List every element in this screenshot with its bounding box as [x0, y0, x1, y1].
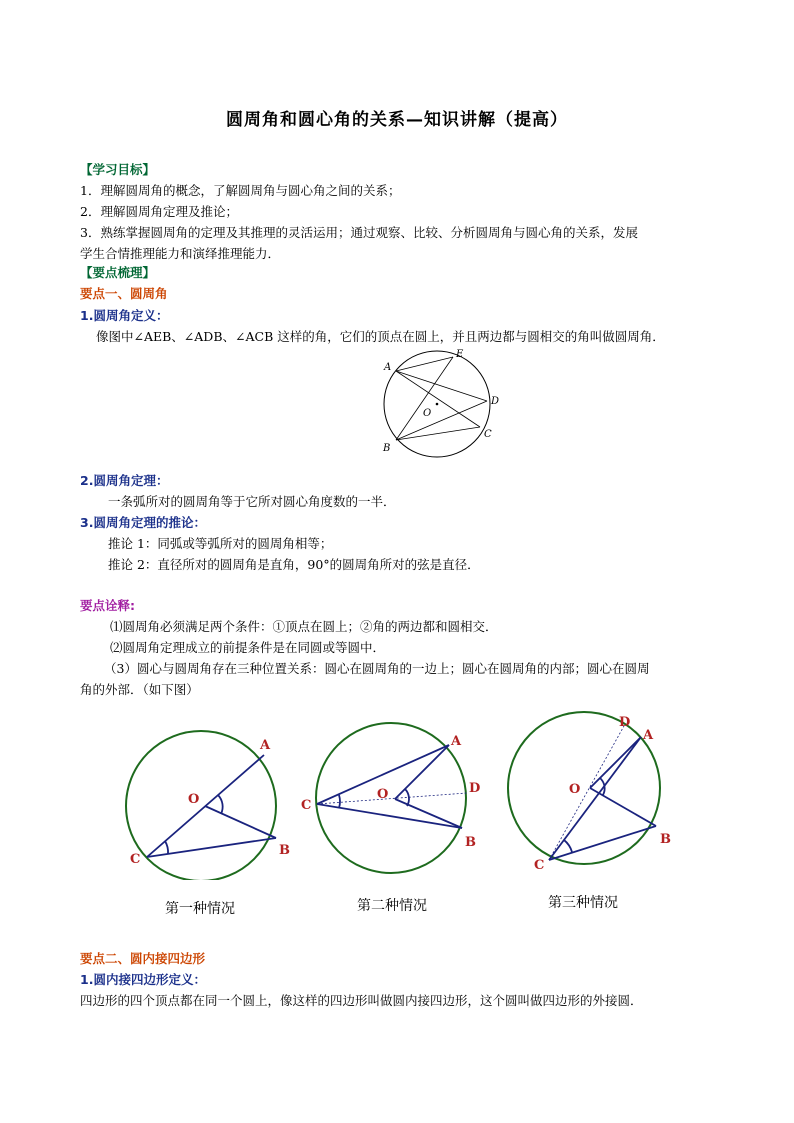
- case3-label-o: O: [569, 782, 581, 797]
- case1-radius-ob: [205, 806, 276, 838]
- section2-definition-text: 四边形的四个顶点都在同一个圆上，像这样的四边形叫做圆内接四边形，这个圆叫做四边形的外接圆．: [80, 993, 643, 1008]
- note-item: （3）圆心与圆周角存在三种位置关系：圆心在圆周角的一边上；圆心在圆周角的内部；圆心在圆周: [104, 661, 650, 676]
- case2-circle: [316, 723, 466, 873]
- label-a: A: [384, 362, 392, 373]
- case2-label-o: O: [377, 787, 389, 802]
- case2-radius-oa: [395, 745, 449, 799]
- case3-inscribed-arc: [564, 840, 572, 852]
- points-heading: 【要点梳理】: [80, 265, 156, 280]
- page-title: 圆周角和圆心角的关系—知识讲解（提高）: [226, 110, 568, 130]
- case3-radius-ob: [590, 788, 656, 826]
- caption-case3: 第三种情况: [548, 895, 618, 911]
- notes-heading: 要点诠释:: [80, 598, 135, 613]
- caption-case2: 第二种情况: [357, 898, 427, 914]
- case1-label-o: O: [188, 792, 200, 807]
- case1-label-c: C: [130, 852, 141, 867]
- goal-item: 3．熟练掌握圆周角的定理及其推理的灵活运用；通过观察、比较、分析圆周角与圆心角的关系，发展: [80, 225, 638, 240]
- label-e: E: [456, 349, 464, 360]
- theorem-text: 一条弧所对的圆周角等于它所对圆心角度数的一半．: [108, 494, 396, 509]
- case1-central-arc: [218, 795, 223, 814]
- case1-inscribed-arc: [165, 841, 168, 854]
- case3-central-arc: [600, 778, 605, 795]
- label-d: D: [491, 396, 500, 407]
- section2-definition-label: 1.圆内接四边形定义：: [80, 972, 206, 987]
- caption-case1: 第一种情况: [165, 901, 235, 917]
- label-b: B: [383, 443, 391, 454]
- case2-label-b: B: [465, 835, 476, 850]
- corollary-label: 3.圆周角定理的推论：: [80, 515, 206, 530]
- corollary-1: 推论 1：同弧或等弧所对的圆周角相等；: [108, 536, 333, 551]
- goals-heading: 【学习目标】: [80, 162, 156, 177]
- chord-bc: [396, 427, 480, 440]
- corollary-2: 推论 2：直径所对的圆周角是直角，90°的圆周角所对的弦是直径．: [108, 557, 480, 572]
- case3-label-a: A: [643, 728, 654, 743]
- case2-label-c: C: [301, 798, 312, 813]
- case3-label-b: B: [660, 832, 671, 847]
- case2-label-d: D: [469, 781, 481, 796]
- note-item: 角的外部．（如下图）: [80, 682, 199, 697]
- inscribed-angles-figure: [376, 346, 506, 458]
- three-cases-figure: [115, 708, 685, 880]
- label-c: C: [484, 429, 492, 440]
- case3-label-c: C: [534, 858, 545, 873]
- theorem-label: 2.圆周角定理：: [80, 473, 169, 488]
- case3-circle: [508, 712, 660, 864]
- definition-text: 像图中∠AEB、∠ADB、∠ACB 这样的角，它们的顶点在圆上，并且两边都与圆相交的角叫做圆周角．: [96, 329, 665, 344]
- case3-label-d: D: [619, 715, 631, 730]
- case1-label-a: A: [260, 738, 271, 753]
- goal-item: 2．理解圆周角定理及推论；: [80, 204, 238, 219]
- definition-label: 1.圆周角定义：: [80, 308, 169, 323]
- case3-radius-oa: [590, 737, 641, 788]
- note-item: ⑵圆周角定理成立的前提条件是在同圆或等圆中．: [110, 640, 386, 655]
- goal-item: 学生合情推理能力和演绎推理能力．: [80, 246, 281, 261]
- chord-ad: [396, 371, 487, 401]
- case2-inscribed-arc: [339, 795, 340, 808]
- note-item: ⑴圆周角必须满足两个条件：①顶点在圆上；②角的两边都和圆相交．: [110, 619, 498, 634]
- section1-heading: 要点一、圆周角: [80, 286, 168, 301]
- case2-radius-ob: [395, 799, 462, 828]
- label-o: O: [423, 408, 432, 419]
- goal-item: 1．理解圆周角的概念，了解圆周角与圆心角之间的关系；: [80, 183, 401, 198]
- case1-label-b: B: [279, 843, 290, 858]
- center-point: [436, 403, 439, 406]
- case3-chord-ca: [549, 737, 641, 860]
- section2-heading: 要点二、圆内接四边形: [80, 951, 206, 966]
- case2-label-a: A: [451, 734, 462, 749]
